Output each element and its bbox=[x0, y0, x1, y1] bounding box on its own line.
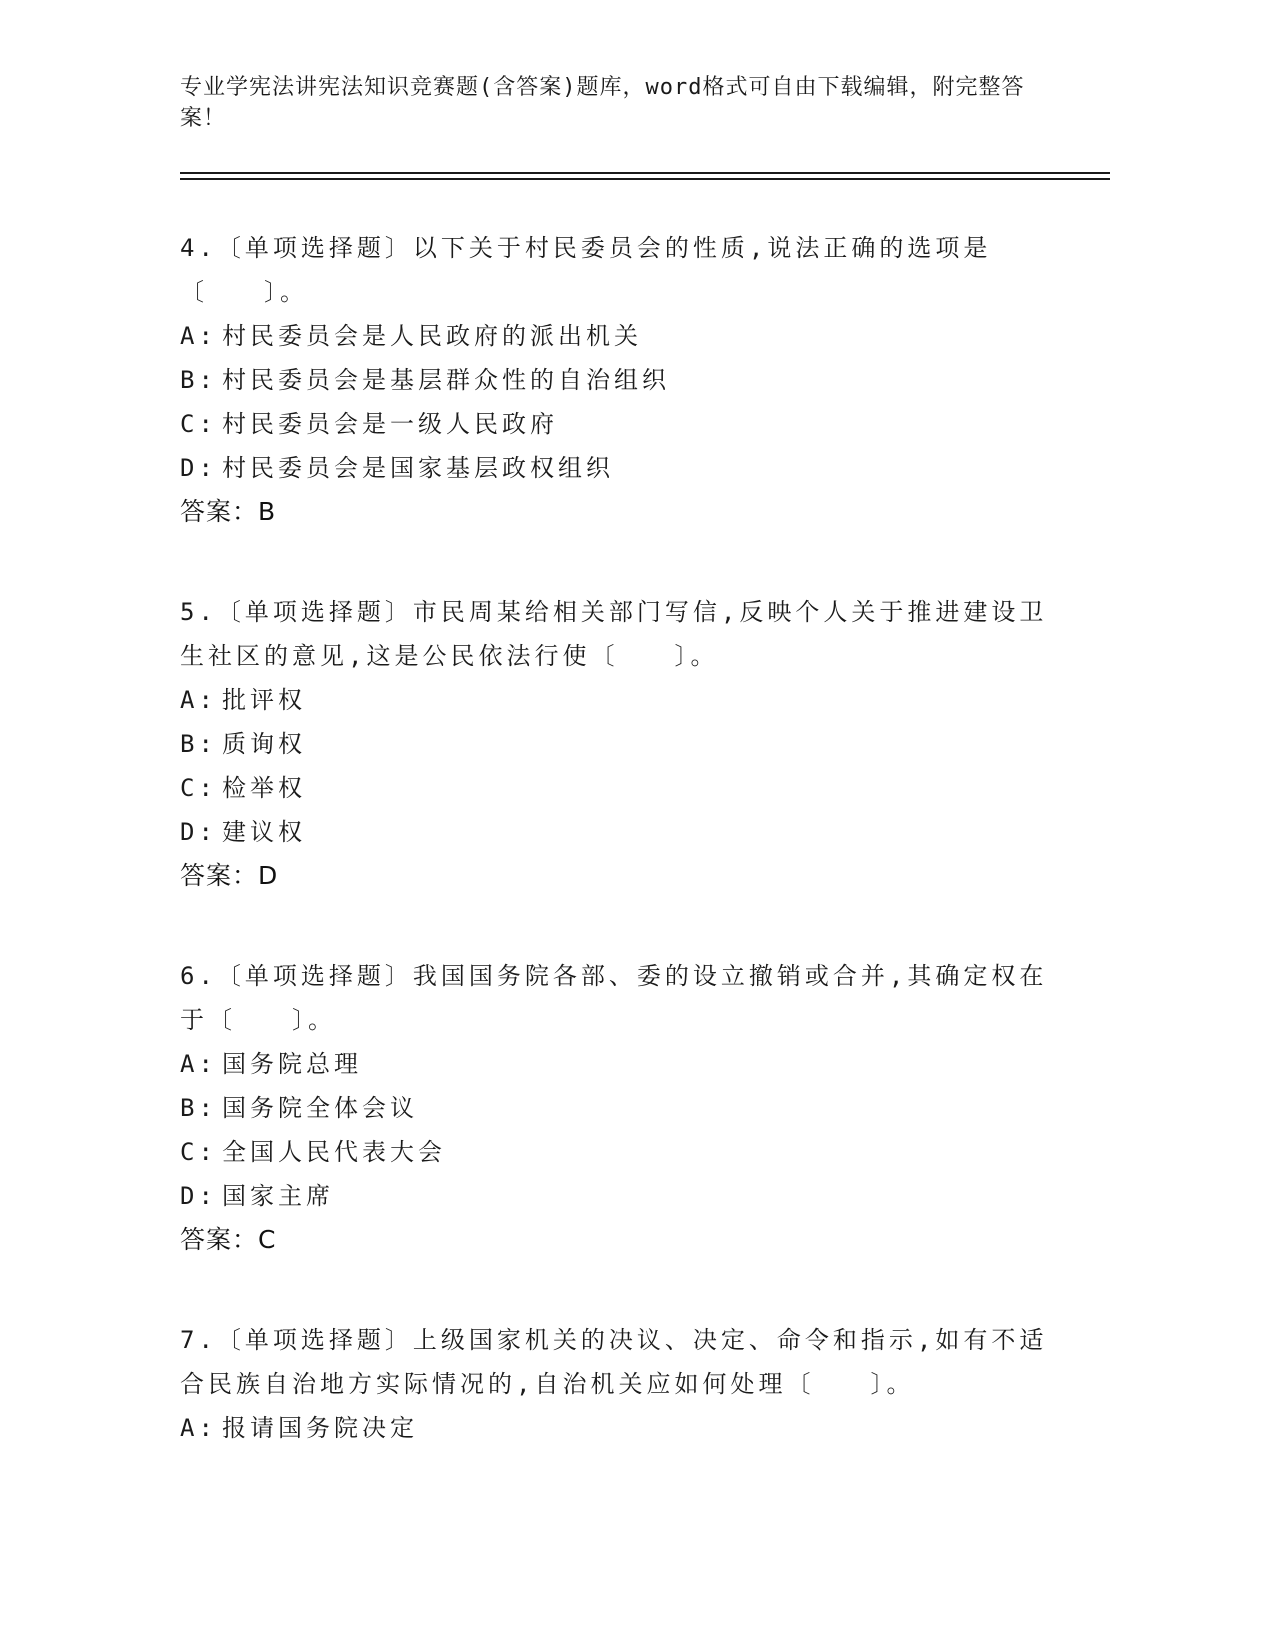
question-5 bbox=[180, 590, 1060, 898]
option-text: 质询权 bbox=[222, 730, 306, 758]
option-text: 村民委员会是国家基层政权组织 bbox=[222, 454, 614, 482]
document-intro: 专业学宪法讲宪法知识竞赛题(含答案)题库，word格式可自由下载编辑，附完整答案！ bbox=[180, 75, 1025, 131]
option-text: 批评权 bbox=[222, 686, 306, 714]
option-text: 国务院全体会议 bbox=[222, 1094, 418, 1122]
question-stem: 4.〔单项选择题〕以下关于村民委员会的性质,说法正确的选项是〔 〕。 bbox=[180, 234, 992, 306]
option-letter: A: bbox=[180, 1050, 217, 1078]
option-letter: B: bbox=[180, 730, 217, 758]
question-stem: 5.〔单项选择题〕市民周某给相关部门写信,反映个人关于推进建设卫生社区的意见,这是公民依法行使〔 〕。 bbox=[180, 598, 1048, 670]
option-c bbox=[180, 1130, 1060, 1174]
option-text: 村民委员会是基层群众性的自治组织 bbox=[222, 366, 670, 394]
question-list bbox=[180, 226, 1060, 1506]
option-text: 检举权 bbox=[222, 774, 306, 802]
option-letter: C: bbox=[180, 410, 217, 438]
answer-label: 答案：B bbox=[180, 497, 277, 526]
header-divider-bottom bbox=[180, 178, 1110, 180]
option-text: 建议权 bbox=[222, 818, 306, 846]
option-letter: B: bbox=[180, 366, 217, 394]
option-letter: B: bbox=[180, 1094, 217, 1122]
option-d bbox=[180, 810, 1060, 854]
option-text: 国家主席 bbox=[222, 1182, 334, 1210]
option-b bbox=[180, 1086, 1060, 1130]
option-text: 村民委员会是一级人民政府 bbox=[222, 410, 558, 438]
option-letter: C: bbox=[180, 774, 217, 802]
header-divider-top bbox=[180, 172, 1110, 174]
option-a bbox=[180, 678, 1060, 722]
option-letter: A: bbox=[180, 686, 217, 714]
option-letter: D: bbox=[180, 818, 217, 846]
answer-label: 答案：C bbox=[180, 1225, 277, 1254]
option-letter: D: bbox=[180, 454, 217, 482]
option-c bbox=[180, 402, 1060, 446]
question-6 bbox=[180, 954, 1060, 1262]
option-text: 国务院总理 bbox=[222, 1050, 362, 1078]
option-d bbox=[180, 1174, 1060, 1218]
option-c bbox=[180, 766, 1060, 810]
question-stem: 6.〔单项选择题〕我国国务院各部、委的设立撤销或合并,其确定权在于〔 〕。 bbox=[180, 962, 1048, 1034]
option-a bbox=[180, 1042, 1060, 1086]
option-a bbox=[180, 1406, 1060, 1450]
option-b bbox=[180, 358, 1060, 402]
question-stem: 7.〔单项选择题〕上级国家机关的决议、决定、命令和指示,如有不适合民族自治地方实际情况的,自治机关应如何处理〔 〕。 bbox=[180, 1326, 1048, 1398]
question-4 bbox=[180, 226, 1060, 534]
option-letter: C: bbox=[180, 1138, 217, 1166]
option-text: 村民委员会是人民政府的派出机关 bbox=[222, 322, 642, 350]
option-letter: A: bbox=[180, 322, 217, 350]
option-text: 全国人民代表大会 bbox=[222, 1138, 446, 1166]
option-letter: D: bbox=[180, 1182, 217, 1210]
answer-label: 答案：D bbox=[180, 861, 279, 890]
option-letter: A: bbox=[180, 1414, 217, 1442]
option-d bbox=[180, 446, 1060, 490]
option-text: 报请国务院决定 bbox=[222, 1414, 418, 1442]
question-7 bbox=[180, 1318, 1060, 1450]
option-b bbox=[180, 722, 1060, 766]
option-a bbox=[180, 314, 1060, 358]
